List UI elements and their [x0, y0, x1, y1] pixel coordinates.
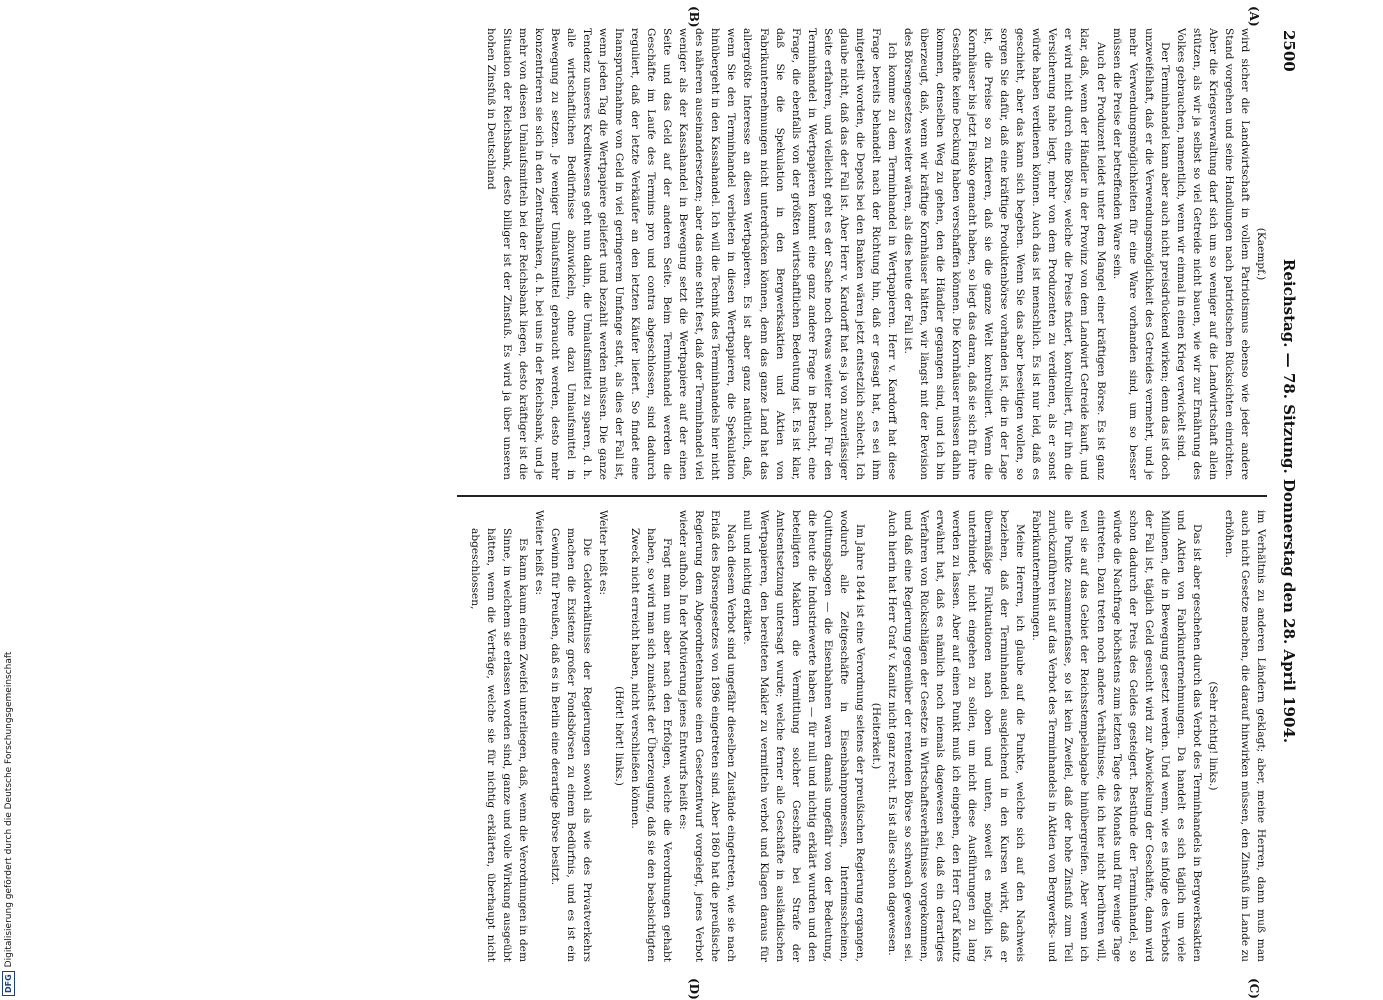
- quotation: Fragt man nun aber nach den Erfolgen, welche die Verordnungen gehabt haben, so wird man sich zunächst der Überzeugung, daß sie den beabsichtigten Zweck nicht erreicht haben, nicht verschließen können.: [629, 528, 674, 962]
- interjection: (Sehr richtig! links.): [1206, 681, 1219, 791]
- interjection: (Hört! hört! links.): [613, 686, 626, 786]
- margin-marker-d: (D): [687, 978, 701, 1000]
- paragraph: Weiter heißt es:: [532, 510, 545, 596]
- paragraph: Im Jahre 1844 ist eine Verordnung seitens der preußischen Regierung ergangen, wodurch alle Zeitgeschäfte in Eisenbahnpromessen, Interimsscheinen, Quittungsbogen — die Eisenbahnen waren damals ungefähr von der Bedeutung, die heute die Industriewerte haben — für null und nichtig erklärt wurden und den beteiligten Maklern die Vermittlung solcher Geschäfte bei Strafe der Amtsentsetzung untersagt wurde; welche ferner alle Geschäfte in ausländischen Wertpapieren, den bereiteten Makler zu vermitteln verbot und Klagen daraus für null und nichtig erklärte.: [741, 510, 866, 962]
- speaker-tag: (Kaempf.): [1255, 227, 1267, 281]
- page-number: 2500: [1280, 30, 1298, 72]
- left-column: [19, 28, 1269, 480]
- interjection: (Heiterkeit.): [869, 702, 882, 770]
- paragraph: Weiter heißt es:: [597, 510, 610, 596]
- dfg-logo: DFG: [2, 971, 15, 996]
- margin-marker-c: (C): [1247, 978, 1261, 999]
- page-content: [11, 6, 1301, 1000]
- margin-marker-b: (B): [687, 6, 701, 28]
- right-column: [19, 510, 1269, 962]
- paragraph: Meine Herren, ich glaube auf die Punkte, welche sich auf den Nachweis beziehen, daß der Terminhandel ausgleichend in den Kursen wirkt, daß er übermäßige Fluktuationen nach oben und unten, soweit es möglich ist, unterbindet, nicht eingehen zu sollen, um nicht diese Ausführungen zu lang werden zu lassen. Aber auf einen Punkt muß ich eingehen, den Herr Graf Kanitz erwähnt hat, daß es nämlich noch niemals dagewesen sei, daß ein derartiges Verfahren von Rückschlägen der Gesetze in Wirtschaftsverhältnisse vorgekommen, und daß eine Regierung gegenüber der rentenden Börse so schwach gewesen sei. Auch hierin hat Herr Graf v. Kanitz nicht ganz recht. Es ist alles schon dagewesen.: [885, 510, 1027, 962]
- paragraph: Nach diesem Verbot sind ungefähr dieselben Zustände eingetreten, wie sie nach Erlaß des Börsengesetzes von 1896 eingetreten sind. Aber 1860 hat die preußische Regierung dem Abgeordnetenhause einen Gesetzentwurf vorgelegt, jenes Verbot wieder aufhob. In der Motivierung jenes Entwurfs heißt es:: [677, 510, 738, 962]
- margin-marker-a: (A): [1247, 6, 1261, 27]
- footer-credit: [0, 0, 14, 1000]
- quotation: Es kann kaum einem Zweifel unterliegen, daß, wenn die Verordnungen in dem Sinne, in welchem sie erlassen worden sind, ganze und volle Wirkung ausgeübt hätten, wenn die Verträge, welche sie für nichtig erklärten, überhaupt nicht abgeschlossen,: [468, 528, 529, 962]
- digitization-credit: Digitalisierung gefördert durch die Deutsche Forschungsgemeinschaft: [4, 651, 14, 968]
- paragraph: Auch der Produzent leidet unter dem Mangel einer kräftigen Börse. Es ist ganz klar, daß, wenn der Händler in der Provinz von dem Landwirt Getreide kauft, und er wird nicht durch eine Börse, welche die Preise fixiert, kontrolliert, für ihn die Versicherung nahe liegt, mehr von dem Produzenten zu verdienen, als er sonst würde haben verdienen können. Auch das ist menschlich. Es ist nur leid, daß es geschieht, aber das kann sich begeben. Wenn Sie das aber beseitigen wollen, so sorgen Sie dafür, daß eine kräftige Produktenbörse vorhanden ist, die in der Lage ist, die Preise so zu fixieren, daß sie die ganze Welt kontrolliert. Wenn die Kornhäuser bis jetzt Fiasko gemacht haben, so liegt das daran, daß sie sich für ihre Geschäfte keine Deckung haben verschaffen können. Die Kornhäuser müssen dahin kommen, denselben Weg zu gehen, den die Händler gegangen sind, und ich bin überzeugt, daß, wenn wir kräftige Kornhäuser hätten, wir längst mit der Revision des Börsengesetzes weiter wären, als dies heute der Fall ist.: [901, 28, 1107, 480]
- paragraph: wird sicher die Landwirtschaft in vollem Patriotismus ebenso wie jeder andere Stand vorgehen und seine Handlungen nach patriotischen Rücksichten einrichten. Aber die Kriegsverwaltung darf sich um so weniger auf die Landwirtschaft allein stützen, als wir ja selbst so viel Getreide nicht bauen, wie wir zur Ernährung des Volkes gebrauchen, namentlich, wenn wir einmal in einen Krieg verwickelt sind.: [1174, 28, 1251, 480]
- column-divider: [457, 495, 1267, 497]
- quotation: Die Geldverhältnisse der Regierungen sowohl als wie des Privatverkehrs machen die Existenz großer Fondsbörsen zu einem Bedürfnis, und es ist ein Gewinn für Preußen, daß es in Berlin eine derartige Börse besitzt.: [548, 528, 594, 962]
- paragraph: Der Terminhandel kann aber auch nicht preisdrückend wirken; denn das ist doch unzweifelhaft, daß er die Verwendungsmöglichkeit des Getreides vermehrt, und je mehr Verwendungsmöglichkeiten für eine Ware vorhanden sind, um so besser müssen die Preise der betreffenden Ware sein.: [1110, 28, 1171, 480]
- paragraph: Das ist aber geschehen durch das Verbot des Terminhandels in Bergwerksaktien und Aktien von Fabrikunternehmungen. Da handelt es sich täglich um viele Millionen, die in Bewegung gesetzt werden. Und wenn, wie es infolge des Verbots der Fall ist, täglich Geld gesucht wird zur Abwickelung der Geschäfte, dann wird schon dadurch der Preis des Geldes gesteigert. Bestünde der Terminhandel, so würde die Nachfrage höchstens zum letzten Tage des Monats und für wenige Tage eintreten. Dazu treten noch andere Verhältnisse, die ich hier nicht berühren will, weil sie auf das Gebiet der Reichsstempelabgabe hinübergreifen. Aber wenn ich alle Punkte zusammenfasse, so ist kein Zweifel, daß der hohe Zinsfuß zum Teil zurückzuführen ist auf das Verbot des Terminhandels in Aktien von Bergwerks- und Fabrikunternehmungen.: [1030, 510, 1203, 962]
- paragraph: Ich komme zu dem Terminhandel in Wertpapieren. Herr v. Kardorff hat diese Frage bereits behandelt nach der Richtung hin, daß er gesagt hat, es sei ihm mitgeteilt worden, die Depots bei den Banken wären jetzt entsetzlich schlecht. Ich glaube nicht, daß das der Fall ist. Aber Herr v. Kardorff hat es ja von zuverlässiger Seite erfahren, und vielleicht geht es der Sache noch etwas weiter nach. Für den Terminhandel in Wertpapieren kommt eine ganz andere Frage in Betracht, eine Frage, die ebenfalls von der größten wirtschaftlichen Bedeutung ist. Es ist klar, daß Sie die Spekulation in den Bergwerksaktien und Aktien von Fabrikunternehmungen nicht unterdrücken können, denn das ganze Land hat das allergrößte Interesse an diesen Wertpapieren. Es ist aber ganz natürlich, daß, wenn Sie den Terminhandel verbieten in diesen Wertpapieren, die Spekulation hinübergeht in den Kassahandel. Ich will die Technik des Terminhandels hier nicht des näheren auseinandersetzen; aber das eine steht fest, daß der Terminhandel viel weniger als der Kassahandel in Bewegung setzt die Wertpapiere auf der einen Seite und das Geld auf der anderen Seite. Beim Terminhandel werden die Geschäfte im Laufe des Termins pro und contra abgeschlossen, sind dadurch reguliert, daß der letzte Verkäufer an den letzten Käufer liefert. So findet eine Inanspruchnahme von Geld in viel geringerem Umfange statt, als dies der Fall ist, wenn jeden Tag die Wertpapiere geliefert und bezahlt werden müssen. Die ganze Tendenz unseres Kreditwesens geht nun dahin, die Umlaufsmittel zu sparen, d. h. alle wirtschaftlichen Bedürfnisse abzuwickeln, ohne dazu Umlaufsmittel in Bewegung zu setzen. Je weniger Umlaufsmittel gebraucht werden, desto mehr konzentrieren sie sich in den Zentralbanken, d. h. bei uns in der Reichsbank, und je mehr von diesen Umlaufsmitteln bei der Reichsbank liegen, desto kräftiger ist die Situation der Reichsbank, desto billiger ist der Zinsfuß. Es wird ja über unseren hohen Zinsfuß in Deutschland: [484, 28, 898, 480]
- paragraph: im Verhältnis zu anderen Ländern geklagt; aber, meine Herren, dann muß man auch nicht Gesetze machen, die darauf hinwirken müssen, den Zinsfuß im Lande zu erhöhen.: [1222, 510, 1267, 962]
- page-header: [1277, 28, 1301, 974]
- header-title: Reichstag. — 78. Sitzung. Donnerstag den 28. April 1904.: [1280, 258, 1298, 744]
